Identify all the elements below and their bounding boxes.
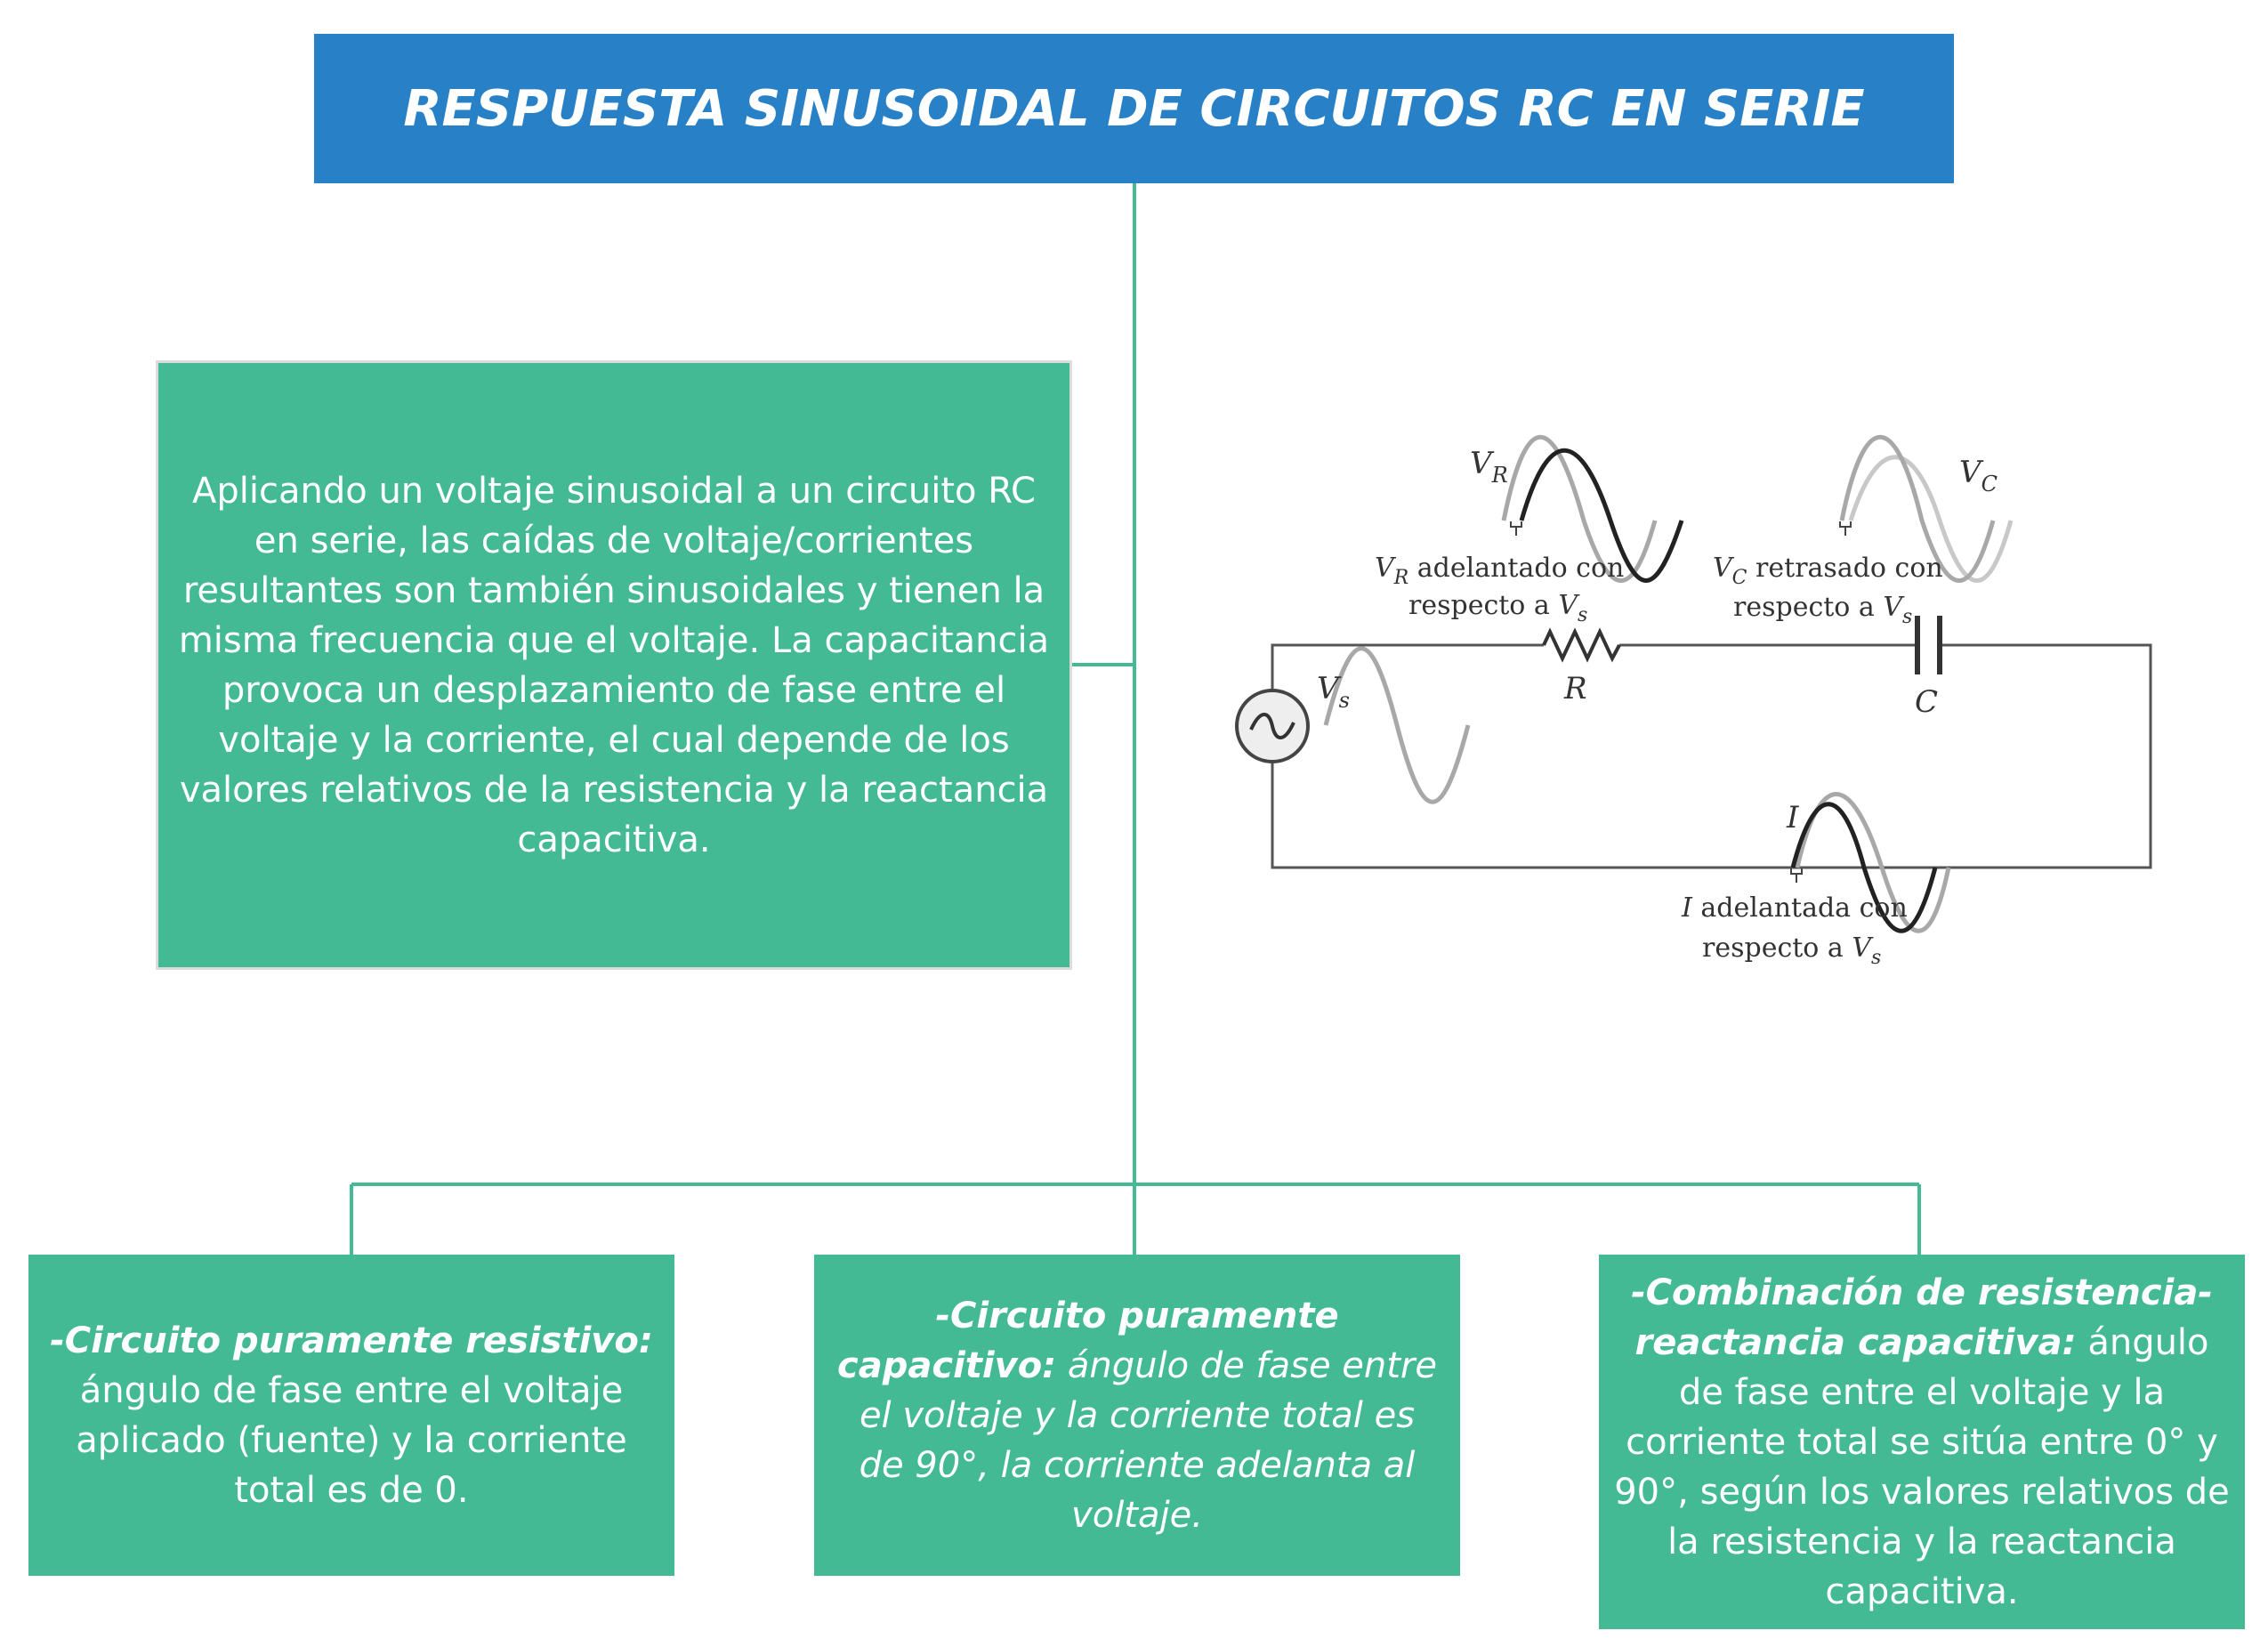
vc-phase-marker [1840, 521, 1851, 536]
combination-body: ángulo de fase entre el voltaje y la corriente total se sitúa entre 0° y 90°, según los valores relativos de la resistencia y la reactancia capacitiva. [1614, 1321, 2230, 1612]
i-caption-line1: I adelantada con [1682, 892, 1908, 924]
combination-heading: -Combinación de resistencia-reactancia capacitiva: [1631, 1272, 2213, 1363]
ac-source-icon [1237, 690, 1308, 762]
vs-wave [1326, 649, 1468, 803]
vc-label: $V_C$ [1959, 455, 1998, 497]
vr-label: $V_R$ [1470, 446, 1508, 488]
capacitive-box [814, 1255, 1460, 1576]
i-caption-line2: respecto a $V_s$ [1702, 932, 1882, 969]
combination-box [1599, 1255, 2245, 1629]
diagram-title-text: RESPUESTA SINUSOIDAL DE CIRCUITOS RC EN SERIE [403, 79, 1865, 138]
resistive-box [28, 1255, 674, 1576]
capacitor-label: C [1915, 684, 1939, 720]
intro-text: Aplicando un voltaje sinusoidal a un circuito RC en serie, las caídas de voltaje/corrientes resultantes son también sinusoidales y tienen la misma frecuencia que el voltaje. La capacitancia provoca un desplazamiento de fase entre el voltaje y la corriente, el cual depende de los valores relativos de la resistencia y la reactancia capacitiva. [178, 470, 1050, 860]
vr-caption-line2: respecto a $V_s$ [1408, 590, 1588, 626]
vr-phase-marker [1511, 521, 1521, 536]
current-label: I [1787, 800, 1799, 836]
resistive-body: ángulo de fase entre el voltaje aplicado (fuente) y la corriente total es de 0. [76, 1369, 627, 1511]
vc-caption-line2: respecto a $V_s$ [1733, 592, 1913, 628]
capacitive-body: ángulo de fase entre el voltaje y la corriente total es de 90°, la corriente adelanta al voltaje. [859, 1344, 1437, 1536]
intro-box [156, 360, 1072, 970]
capacitor-icon [1917, 616, 1940, 674]
capacitive-heading: -Circuito puramente capacitivo: [837, 1295, 1339, 1386]
resistive-heading: -Circuito puramente resistivo: [50, 1320, 653, 1361]
vr-caption-line1: $V_R$ adelantado con [1375, 553, 1625, 589]
vc-caption-line1: $V_C$ retrasado con [1713, 553, 1943, 589]
vs-label: $V_s$ [1317, 671, 1350, 713]
resistor-icon [1544, 632, 1619, 658]
i-phase-marker [1791, 868, 1802, 883]
rc-circuit-diagram [1228, 418, 2171, 988]
resistor-label: R [1564, 671, 1587, 706]
